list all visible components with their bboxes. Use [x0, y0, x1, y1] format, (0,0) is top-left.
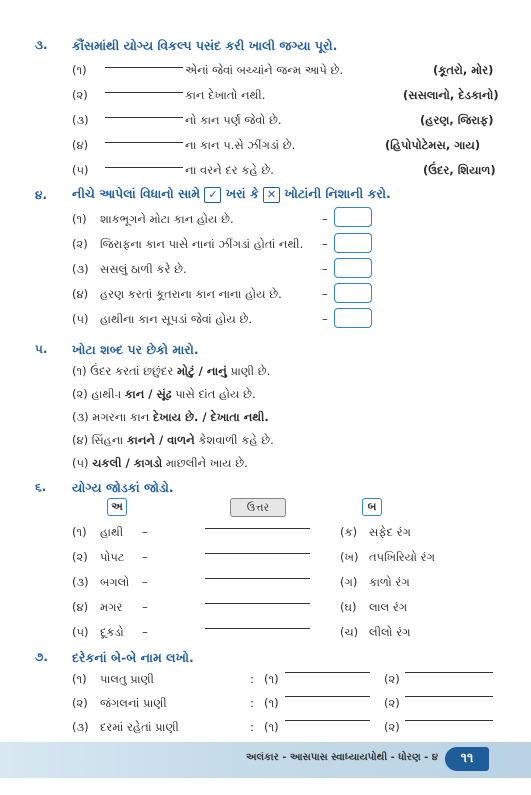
blank-label-2: (૨)	[384, 696, 400, 710]
page-number: ૧૧	[445, 747, 489, 771]
right-item: તપખિરિયો રંગ	[369, 550, 435, 564]
item-text: ના કાન પ.સે ઝીંગડાં છે.	[185, 138, 296, 152]
item-number: (૪)	[72, 287, 89, 301]
item-text: નો કાન પર્ણ જેવો છે.	[185, 113, 282, 127]
left-number: (૨)	[72, 550, 88, 564]
answer-box[interactable]	[334, 308, 372, 328]
q6-title: યોગ્ય જોડકાં જોડો.	[72, 480, 174, 495]
left-item: બગલો	[100, 575, 130, 589]
item-number: (૩)	[72, 410, 89, 424]
answer-box[interactable]	[334, 207, 372, 227]
item-number: (૫)	[72, 456, 89, 470]
q3-title: કૌંસમાંથી યોગ્ય વિકલ્પ પસંદ કરી ખાલી જગ્યા પૂરો.	[72, 38, 338, 53]
item-text: જિરાફના કાન પાસે નાનાં ઝીંગડાં હોતાં નથી.	[100, 237, 304, 251]
answer-blank[interactable]	[205, 603, 310, 604]
item-number: (૨)	[72, 696, 88, 710]
q7-title: દરેકનાં બે-બે નામ લખો.	[72, 650, 194, 665]
item-number: (૨)	[72, 88, 88, 102]
answer-box[interactable]	[334, 233, 372, 253]
q4-title-part1: નીચે આપેલાં વિધાનો સામે	[72, 186, 201, 201]
item-text: સસલું ઠાળી કરે છે.	[100, 262, 187, 276]
options: (ઉંદર, શિયાળ)	[423, 163, 496, 177]
q5-number: ૫.	[35, 342, 48, 356]
left-item: દૂકડો	[100, 625, 124, 639]
item-number: (૧)	[72, 364, 87, 378]
item-text-end: પ્રાણી છે.	[226, 364, 271, 378]
fill-blank[interactable]	[105, 117, 183, 118]
item-text: મગરના કાન	[92, 410, 153, 424]
item-number: (૫)	[72, 312, 89, 326]
fill-blank[interactable]	[105, 92, 183, 93]
item-text: પાલતુ પ્રાણી	[100, 672, 154, 686]
dash: –	[322, 237, 328, 251]
right-number: (ખ)	[340, 550, 359, 564]
check-icon: ✓	[204, 187, 221, 203]
item-number: (૪)	[72, 138, 89, 152]
column-b-header: બ	[362, 498, 382, 516]
blank-label-1: (૧)	[264, 720, 279, 734]
item-number: (૧)	[72, 212, 87, 226]
item-text: એનાં જેવાં બચ્ચાંને જન્મ આપે છે.	[185, 63, 344, 77]
options: (કૂતરો, મોર)	[433, 63, 494, 77]
item-text: શાકભૂગને મોટા કાન હોય છે.	[100, 212, 234, 226]
answer-blank-2[interactable]	[405, 720, 493, 721]
item-number: (૨)	[72, 387, 88, 401]
answer-blank-2[interactable]	[405, 696, 493, 697]
item-number: (૫)	[72, 163, 89, 177]
colon: :	[250, 672, 254, 686]
q5-item	[72, 410, 269, 425]
q5-item	[72, 456, 248, 471]
item-number: (૪)	[72, 433, 89, 447]
dash: –	[142, 625, 148, 639]
item-text-end: પાસે દાંત હોય છે.	[171, 387, 256, 401]
dash: –	[322, 287, 328, 301]
colon: :	[250, 696, 254, 710]
item-number: (૧)	[72, 672, 87, 686]
footer-text: અલંકાર - આસપાસ સ્વાધ્યાયપોથી - ધોરણ - ૪	[246, 752, 439, 763]
choice-words[interactable]: દેખાય છે. / દેખાતા નથી.	[152, 410, 269, 424]
left-number: (૫)	[72, 625, 89, 639]
colon: :	[250, 720, 254, 734]
q5-item	[72, 433, 274, 448]
q4-number: ૪.	[35, 188, 47, 202]
item-text: હરણ કરતાં કૂતરાના કાન નાના હોય છે.	[100, 287, 282, 301]
q5-item	[72, 364, 270, 379]
dash: –	[142, 525, 148, 539]
answer-blank-2[interactable]	[405, 672, 493, 673]
answer-box[interactable]	[334, 283, 372, 303]
answer-blank-1[interactable]	[285, 696, 370, 697]
choice-words[interactable]: મોટું / નાનું	[176, 364, 227, 378]
dash: –	[322, 312, 328, 326]
blank-label-2: (૨)	[384, 720, 400, 734]
left-number: (૧)	[72, 525, 87, 539]
column-a-header: અ	[107, 498, 127, 516]
options: (હરણ, જિરાફ)	[420, 113, 494, 127]
answer-blank-1[interactable]	[285, 672, 370, 673]
right-item: સફેદ રંગ	[369, 525, 411, 539]
item-number: (૨)	[72, 237, 88, 251]
answer-blank[interactable]	[205, 528, 310, 529]
answer-column-header: ઉત્તર	[230, 498, 286, 517]
item-text-end: માછલીને ખાય છે.	[162, 456, 248, 470]
choice-words[interactable]: કાનને / વાળને	[126, 433, 195, 447]
answer-blank[interactable]	[205, 628, 310, 629]
right-number: (ઘ)	[340, 600, 357, 614]
answer-box[interactable]	[334, 258, 372, 278]
options: (હિપોપોટેમસ, ગાય)	[385, 138, 481, 152]
item-text: દરમાં રહેતાં પ્રાણી	[100, 720, 179, 734]
item-text: સિંહના	[91, 433, 127, 447]
item-text: કાન દેખાતો નથી.	[185, 88, 266, 102]
right-item: લીલો રંગ	[369, 625, 411, 639]
q4-title	[72, 186, 391, 203]
left-number: (૪)	[72, 600, 89, 614]
item-number: (૩)	[72, 720, 89, 734]
dash: –	[322, 212, 328, 226]
q6-number: ૬.	[35, 480, 47, 494]
q5-item	[72, 387, 256, 402]
dash: –	[142, 600, 148, 614]
answer-blank-1[interactable]	[285, 720, 370, 721]
dash: –	[142, 550, 148, 564]
left-item: હાથી	[100, 525, 124, 539]
q5-title: ખોટા શબ્દ પર છેકો મારો.	[72, 342, 199, 357]
item-number: (૧)	[72, 63, 87, 77]
q4-title-part3: ખોટાંની નિશાની કરો.	[284, 186, 391, 201]
q7-number: ૭.	[35, 650, 48, 664]
blank-label-1: (૧)	[264, 696, 279, 710]
answer-blank[interactable]	[205, 578, 310, 579]
left-item: મગર	[100, 600, 123, 614]
right-number: (ચ)	[340, 625, 359, 639]
choice-words[interactable]: ચકલી / કાગડો	[92, 456, 163, 470]
cross-icon: ✕	[263, 187, 280, 203]
fill-blank[interactable]	[105, 167, 183, 168]
item-number: (૩)	[72, 262, 89, 276]
answer-blank[interactable]	[205, 553, 310, 554]
q3-number: ૩.	[35, 38, 48, 52]
choice-words[interactable]: કાન / સૂંઢ	[124, 387, 172, 401]
item-text: જંગલનાં પ્રાણી	[100, 696, 167, 710]
left-item: પોપટ	[100, 550, 125, 564]
dash: –	[142, 575, 148, 589]
item-text: હાથી-ા	[91, 387, 125, 401]
options: (સસલાનો, દેડકાનો)	[403, 88, 499, 102]
q4-title-part2: ખરાં કે	[225, 186, 259, 201]
left-number: (૩)	[72, 575, 89, 589]
fill-blank[interactable]	[105, 142, 183, 143]
right-item: કાળો રંગ	[369, 575, 410, 589]
right-item: લાલ રંગ	[369, 600, 408, 614]
dash: –	[322, 262, 328, 276]
right-number: (ગ)	[340, 575, 358, 589]
item-text: ના વરને દર કહે છે.	[185, 163, 274, 177]
item-text: હાથીના કાન સૂપડાં જેવાં હોય છે.	[100, 312, 253, 326]
item-number: (૩)	[72, 113, 89, 127]
fill-blank[interactable]	[105, 67, 183, 68]
blank-label-2: (૨)	[384, 672, 400, 686]
item-text: ઉંદર કરતાં છછુંદર	[90, 364, 177, 378]
blank-label-1: (૧)	[264, 672, 279, 686]
right-number: (ક)	[340, 525, 358, 539]
item-text-end: કેશવાળી કહે છે.	[194, 433, 274, 447]
